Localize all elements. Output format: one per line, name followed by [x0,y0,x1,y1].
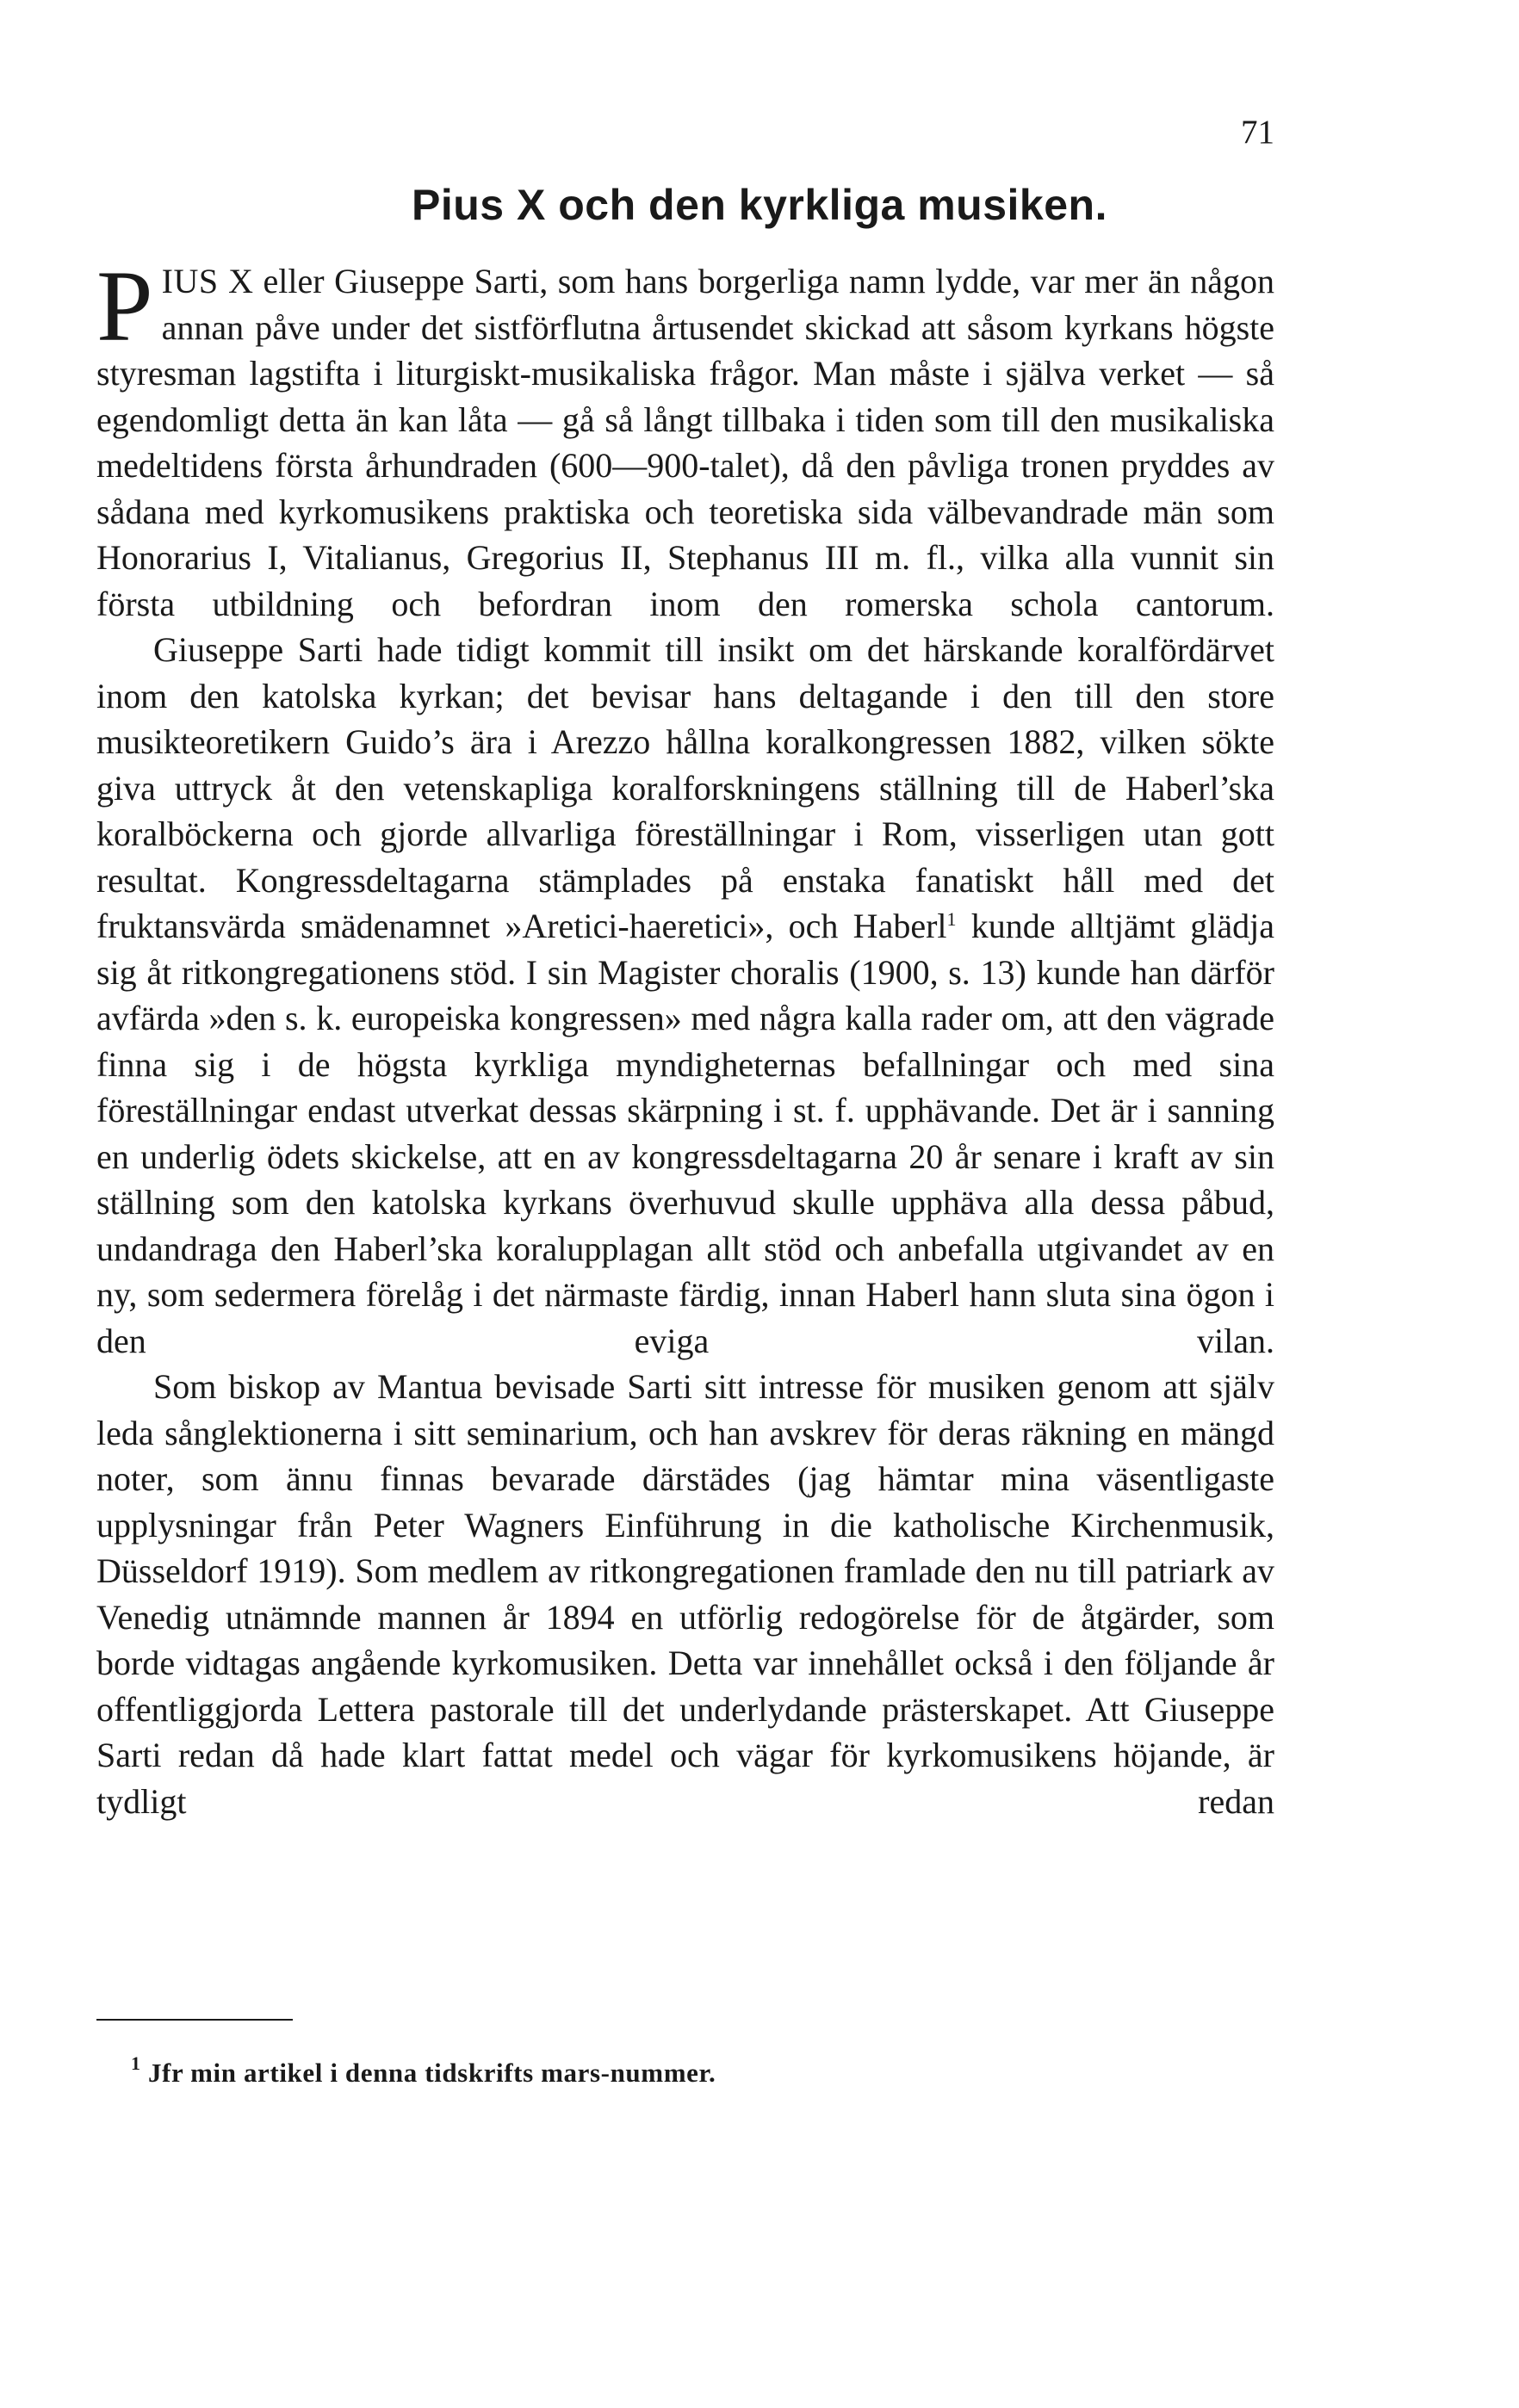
page-number: 71 [1241,114,1274,151]
footnote [131,2052,716,2090]
footnote-marker: 1 [131,2052,141,2074]
paragraph-1-text: X eller Giuseppe Sarti, som hans borgerliga namn lydde, var mer än någon annan påve under det sistförflutna årtusendet skickad att såsom kyrkans högste styresman lagstifta i liturgiskt-musikaliska frågor. Man måste i själva verket — så egendomligt detta än kan låta — gå så långt tillbaka i tiden som till den musikaliska medeltidens första århundraden (600—900-talet), då den påvliga tronen pryddes av sådana med kyrkomusikens praktiska och teoretiska sida välbevandrade män som Honorarius I, Vitalianus, Gregorius II, Stephanus III m. fl., vilka alla vunnit sin första utbildning och befordran inom den romerska schola cantorum. [96,262,1274,623]
footnote-text: Jfr min artikel i denna tidskrifts mars-nummer. [140,2058,716,2088]
lead-caps: IUS [161,262,219,300]
drop-cap: P [96,250,153,362]
paragraph-2 [96,627,1274,1364]
paragraph-3: Som biskop av Mantua bevisade Sarti sitt intresse för musiken genom att själv leda sånglektionerna i sitt seminarium, och han avskrev för deras räkning en mängd noter, som ännu finnas bevarade därstädes (jag hämtar mina väsentligaste upplysningar från Peter Wagners Einführung in die katholische Kirchenmusik, Düsseldorf 1919). Som medlem av ritkongregationen framlade den nu till patriark av Venedig utnämnde mannen år 1894 en utförlig redogörelse för de åtgärder, som borde vidtagas angående kyrkomusiken. Detta var innehållet också i den följande år offentliggjorda Lettera pastorale till det underlydande prästerskapet. Att Giuseppe Sarti redan då hade klart fattat medel och vägar för kyrkomusikens höjande, är tydligt redan [96,1367,1274,1821]
paragraph-2-text-b: kunde alltjämt glädja sig åt ritkongregationens stöd. I sin Magister choralis (1900, s. 13) kunde han därför avfärda »den s. k. europeiska kongressen» med några kalla rader om, att den vägrade finna sig i de högsta kyrkliga myndigheternas befallningar och med sina föreställningar endast utverkat dessas skärpning i st. f. upphävande. Det är i sanning en underlig ödets skickelse, att en av kongressdeltagarna 20 år senare i kraft av sin ställning som den katolska kyrkans överhuvud skulle upphäva alla dessa påbud, undandraga den Haberl’ska koralupplagan allt stöd och anbefalla utgivandet av en ny, som sedermera förelåg i det närmaste färdig, innan Haberl hann sluta sina ögon i den eviga vilan. [96,907,1274,1360]
article-title: Pius X och den kyrkliga musiken. [412,181,1107,229]
paragraph-2-text-a: Giuseppe Sarti hade tidigt kommit till insikt om det härskande koralfördärvet inom den katolska kyrkan; det bevisar hans deltagande i den till den store musikteoretikern Guido’s ära i Arezzo hållna koralkongressen 1882, vilken sökte giva uttryck åt den vetenskapliga koralforskningens ställning till de Haberl’ska koralböckerna och gjorde allvarliga föreställningar i Rom, visserligen utan gott resultat. Kongressdeltagarna stämplades på enstaka fanatiskt håll med det fruktansvärda smädenamnet »Aretici-haeretici», och Haberl [96,630,1274,945]
footnote-reference: 1 [946,908,957,930]
article-body [96,250,1274,1824]
paragraph-1 [96,250,1274,627]
footnote-divider [96,2019,293,2021]
